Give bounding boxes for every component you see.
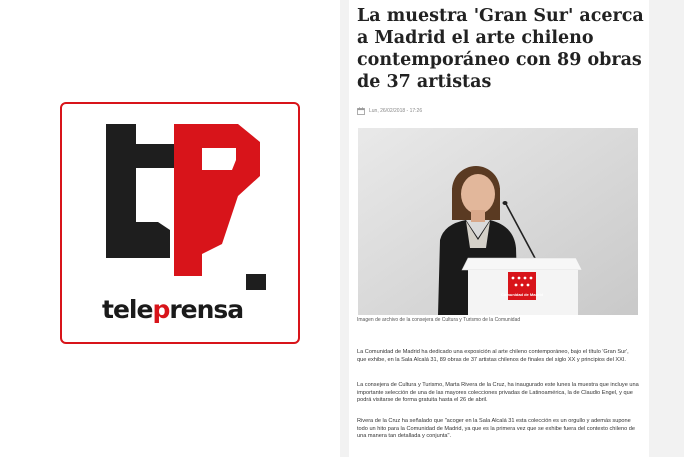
article-paragraph-2: La consejera de Cultura y Turismo, Marta Rivera de la Cruz, ha inaugurado este lunes la muestra que incluye una importante selección de una de las mayores colecciones privadas de Latinoamérica, la de Claudio Engel, y que podrá visitarse de forma gratuita hasta el 26 de abril. [357, 382, 639, 404]
article-headline[interactable]: La muestra 'Gran Sur' acerca a Madrid el arte chileno contemporáneo con 89 obras de 37 artistas [357, 6, 644, 92]
article-date: Lun, 26/02/2018 - 17:26 [369, 108, 423, 114]
article-paragraph-1: La Comunidad de Madrid ha dedicado una exposición al arte chileno contemporáneo, bajo el título 'Gran Sur', que exhibe, en la Sala Alcalá 31, 89 obras de 37 artistas chilenos de finales del siglo XX y principios del XXI. [357, 349, 629, 363]
article-meta [357, 105, 422, 117]
teleprensa-logo [60, 102, 300, 344]
comunidad-logo-text: Comunidad de Madrid [501, 292, 543, 297]
article-photo[interactable] [358, 128, 638, 315]
teleprensa-wordmark: teleprensa [102, 295, 244, 324]
article-paragraph-3: Rivera de la Cruz ha señalado que "acoger en la Sala Alcalá 31 esta colección es un orgullo y además supone todo un hito para la Comunidad de Madrid, ya que es la primera vez que se exhibe fuera del contexto chileno de una manera tan detallada y conjunta". [357, 418, 635, 440]
photo-caption: Imagen de archivo de la consejera de Cultura y Turismo de la Comunidad [357, 317, 521, 323]
calendar-icon [357, 107, 365, 115]
